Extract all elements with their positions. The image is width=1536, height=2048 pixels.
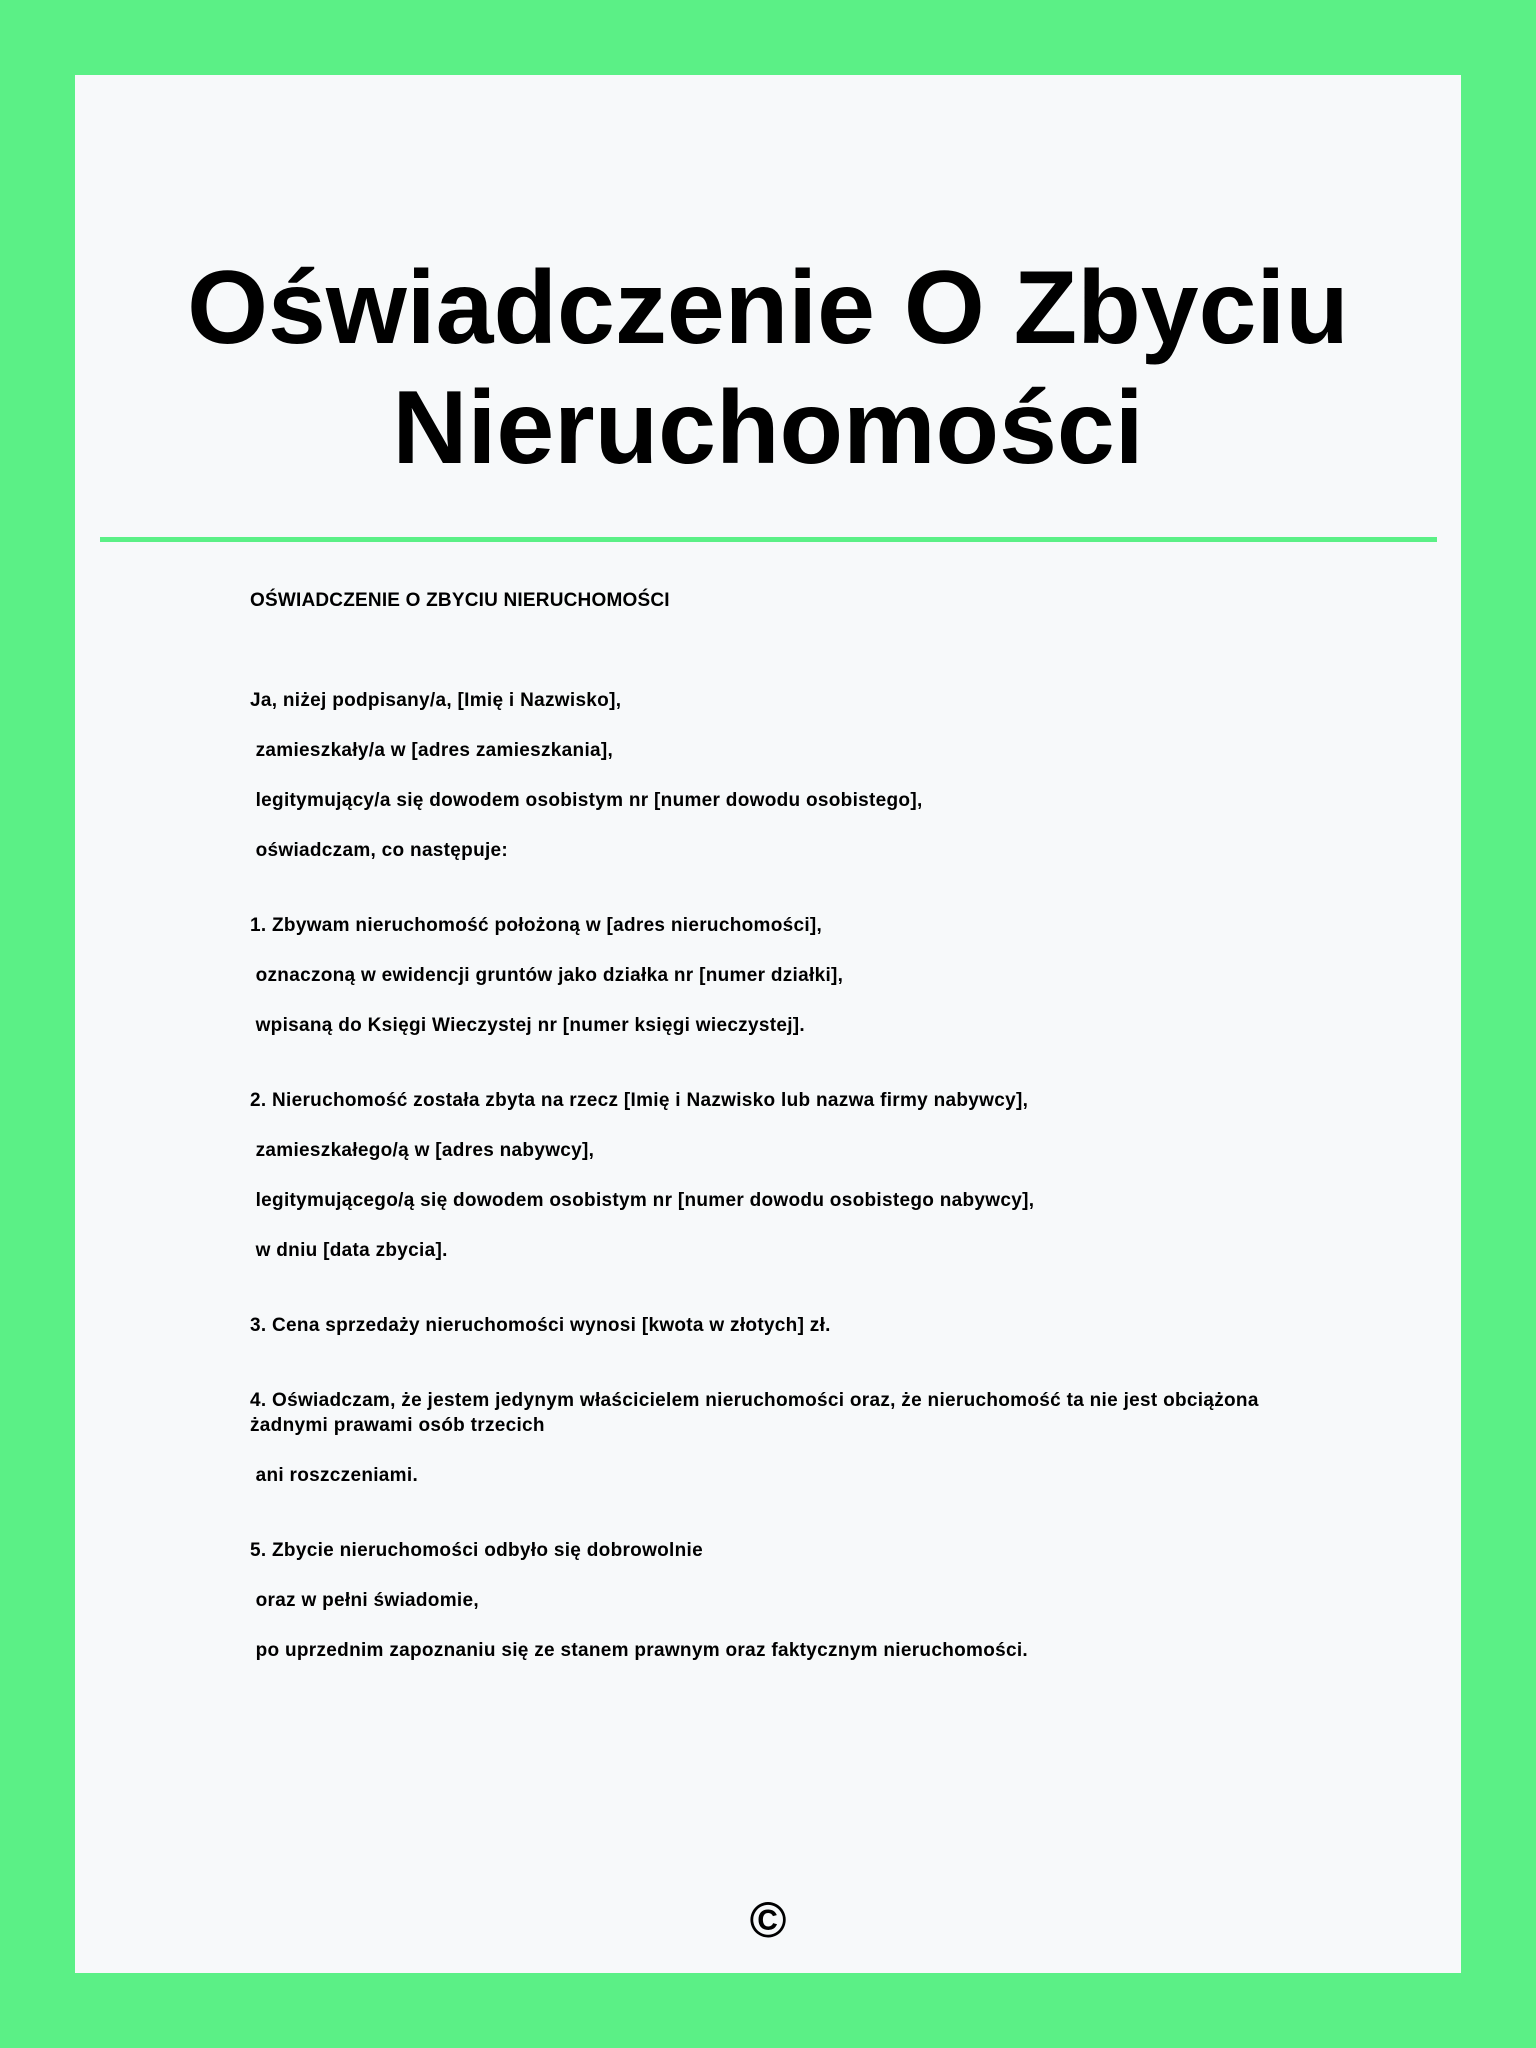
intro-section (250, 688, 1290, 863)
document-page (75, 75, 1461, 1973)
point-1-line: oznaczoną w ewidencji gruntów jako działka nr [numer działki], (250, 965, 844, 986)
point-2-section (250, 1088, 1290, 1263)
intro-line: legitymujący/a się dowodem osobistym nr [numer dowodu osobistego], (250, 790, 923, 811)
point-5-line: oraz w pełni świadomie, (250, 1590, 479, 1611)
document-heading: OŚWIADCZENIE O ZBYCIU NIERUCHOMOŚCI (250, 590, 670, 611)
intro-line: Ja, niżej podpisany/a, [Imię i Nazwisko], (250, 690, 622, 711)
point-1-line: wpisaną do Księgi Wieczystej nr [numer księgi wieczystej]. (250, 1015, 805, 1036)
point-5-line: po uprzednim zapoznaniu się ze stanem prawnym oraz faktycznym nieruchomości. (250, 1640, 1029, 1661)
title-divider (100, 537, 1437, 542)
point-2-line: legitymującego/ą się dowodem osobistym nr [numer dowodu osobistego nabywcy], (250, 1190, 1035, 1211)
intro-line: zamieszkały/a w [adres zamieszkania], (250, 740, 614, 761)
document-title: Oświadczenie O Zbyciu Nieruchomości (187, 250, 1349, 486)
point-3-section (250, 1313, 1290, 1338)
point-4-line: ani roszczeniami. (250, 1465, 419, 1486)
point-1-line: 1. Zbywam nieruchomość położoną w [adres nieruchomości], (250, 915, 823, 936)
copyright-symbol: © (749, 1892, 787, 1948)
point-4-line: 4. Oświadczam, że jestem jedynym właścicielem nieruchomości oraz, że nieruchomość ta nie jest obciążona żadnymi prawami osób trzecich (250, 1390, 1265, 1436)
point-3-line: 3. Cena sprzedaży nieruchomości wynosi [kwota w złotych] zł. (250, 1315, 831, 1336)
point-2-line: zamieszkałego/ą w [adres nabywcy], (250, 1140, 595, 1161)
point-2-line: 2. Nieruchomość została zbyta na rzecz [Imię i Nazwisko lub nazwa firmy nabywcy], (250, 1090, 1029, 1111)
intro-line: oświadczam, co następuje: (250, 840, 509, 861)
point-4-section (250, 1388, 1290, 1488)
point-5-line: 5. Zbycie nieruchomości odbyło się dobrowolnie (250, 1540, 703, 1561)
point-1-section (250, 913, 1290, 1038)
point-5-section (250, 1538, 1290, 1663)
document-body (250, 588, 1290, 1713)
point-2-line: w dniu [data zbycia]. (250, 1240, 448, 1261)
